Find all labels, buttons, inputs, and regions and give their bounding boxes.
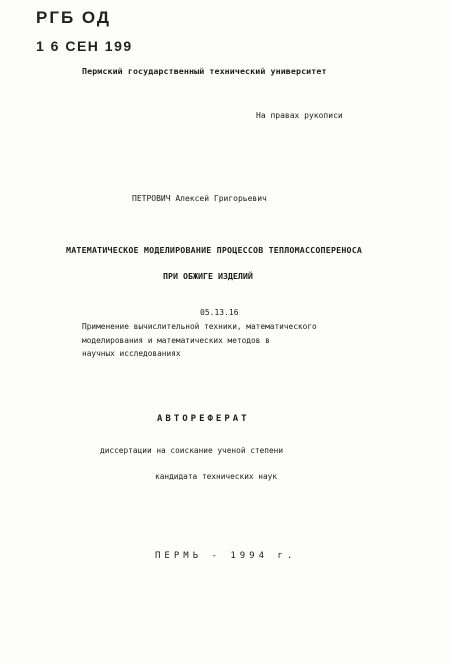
specialty-line3: научных исследованиях xyxy=(82,349,181,358)
library-stamp-date: 1 6 СЕН 199 xyxy=(36,38,133,54)
document-type: АВТОРЕФЕРАТ xyxy=(157,414,250,424)
university-name: Пермский государственный технический университет xyxy=(82,66,327,76)
degree-line1: диссертации на соискание ученой степени xyxy=(100,446,284,455)
author-name: ПЕТРОВИЧ Алексей Григорьевич xyxy=(132,194,267,203)
manuscript-rights: На правах рукописи xyxy=(256,111,343,120)
thesis-title-line1: МАТЕМАТИЧЕСКОЕ МОДЕЛИРОВАНИЕ ПРОЦЕССОВ ТЕПЛОМАССОПЕРЕНОСА xyxy=(66,245,363,255)
specialty-line2: моделирования и математических методов в xyxy=(82,336,270,345)
thesis-title-line2: ПРИ ОБЖИГЕ ИЗДЕЛИЙ xyxy=(163,271,253,281)
specialty-line1: Применение вычислительной техники, математического xyxy=(82,322,317,331)
specialty-code: 05.13.16 xyxy=(200,308,239,317)
city-year: ПЕРМЬ - 1994 г. xyxy=(155,551,297,561)
library-stamp-line1: РГБ ОД xyxy=(36,8,112,27)
degree-line2: кандидата технических наук xyxy=(155,472,278,481)
